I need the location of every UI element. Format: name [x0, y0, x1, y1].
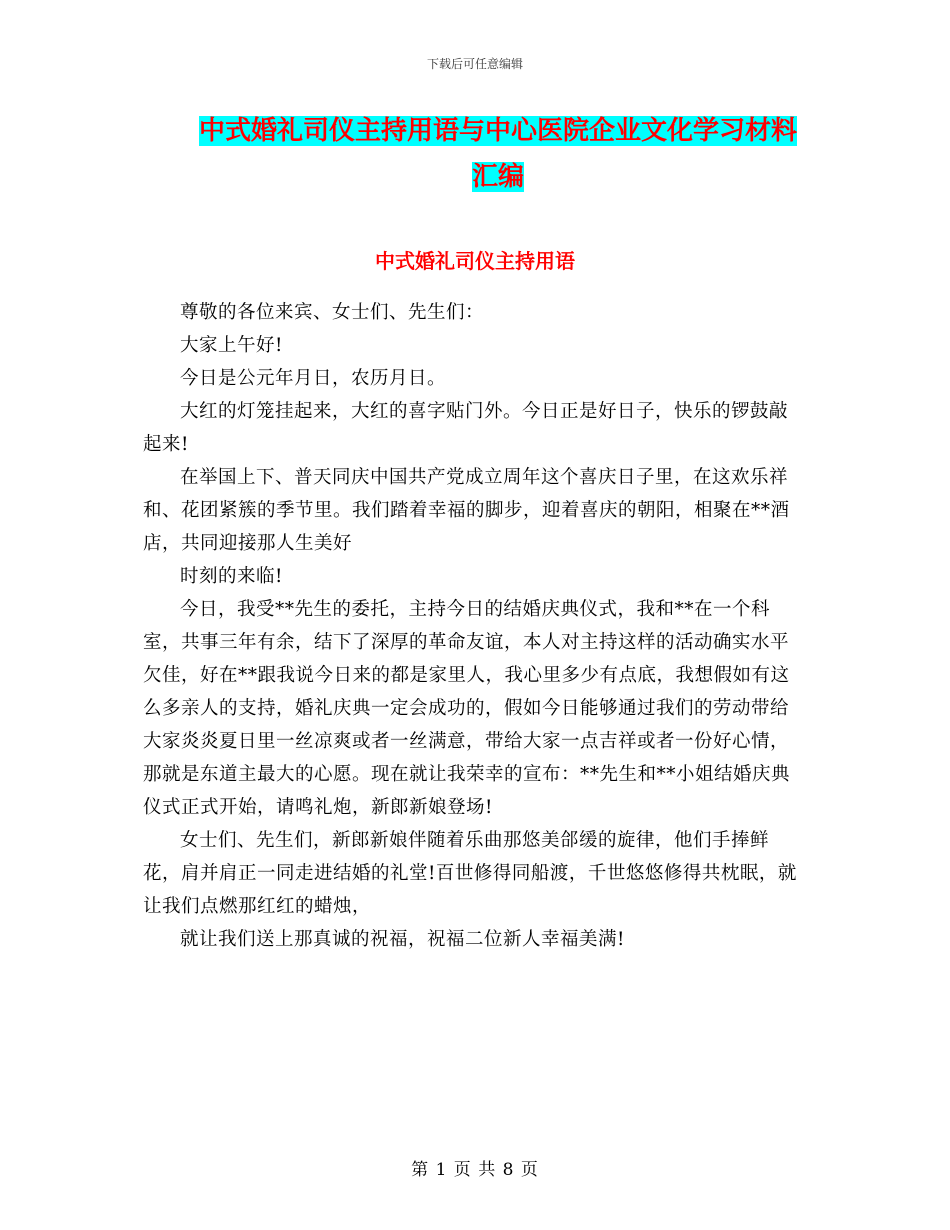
page-footer: 第 1 页 共 8 页: [411, 1160, 539, 1180]
document-title: [192, 108, 804, 200]
header-note: 下载后可任意编辑: [426, 57, 523, 71]
document-body: [143, 296, 803, 956]
document-title-line-1: 中式婚礼司仪主持用语与中心医院企业文化学习材料: [198, 116, 797, 146]
paragraph: 今日，我受**先生的委托，主持今日的结婚庆典仪式，我和**在一个科室，共事三年有余，结下了深厚的革命友谊，本人对主持这样的活动确实水平欠佳，好在**跟我说今日来的都是家里人，我心里多少有点底，我想假如有这么多亲人的支持，婚礼庆典一定会成功的，假如今日能够通过我们的劳动带给大家炎炎夏日里一丝凉爽或者一丝满意，带给大家一点吉祥或者一份好心情，那就是东道主最大的心愿。现在就让我荣幸的宣布：**先生和**小姐结婚庆典仪式正式开始，请鸣礼炮，新郎新娘登场!: [143, 599, 791, 818]
paragraph: 尊敬的各位来宾、女士们、先生们：: [180, 302, 485, 323]
paragraph: 在举国上下、普天同庆中国共产党成立周年这个喜庆日子里，在这欢乐祥和、花团紧簇的季节里。我们踏着幸福的脚步，迎着喜庆的朝阳，相聚在**酒店，共同迎接那人生美好: [143, 467, 790, 554]
section-title: 中式婚礼司仪主持用语: [375, 249, 575, 273]
paragraph: 今日是公元年月日，农历月日。: [180, 368, 447, 389]
document-title-line-2: 汇编: [471, 162, 524, 192]
paragraph: 就让我们送上那真诚的祝福，祝福二位新人幸福美满!: [180, 929, 625, 950]
paragraph: 大红的灯笼挂起来，大红的喜字贴门外。今日正是好日子，快乐的锣鼓敲起来!: [143, 401, 789, 455]
paragraph: 大家上午好!: [180, 335, 283, 356]
paragraph: 时刻的来临!: [180, 566, 283, 587]
paragraph: 女士们、先生们，新郎新娘伴随着乐曲那悠美郃缓的旋律，他们手捧鲜花，肩并肩正一同走进结婚的礼堂!百世修得同船渡，千世悠悠修得共枕眠，就让我们点燃那红红的蜡烛，: [143, 830, 797, 917]
